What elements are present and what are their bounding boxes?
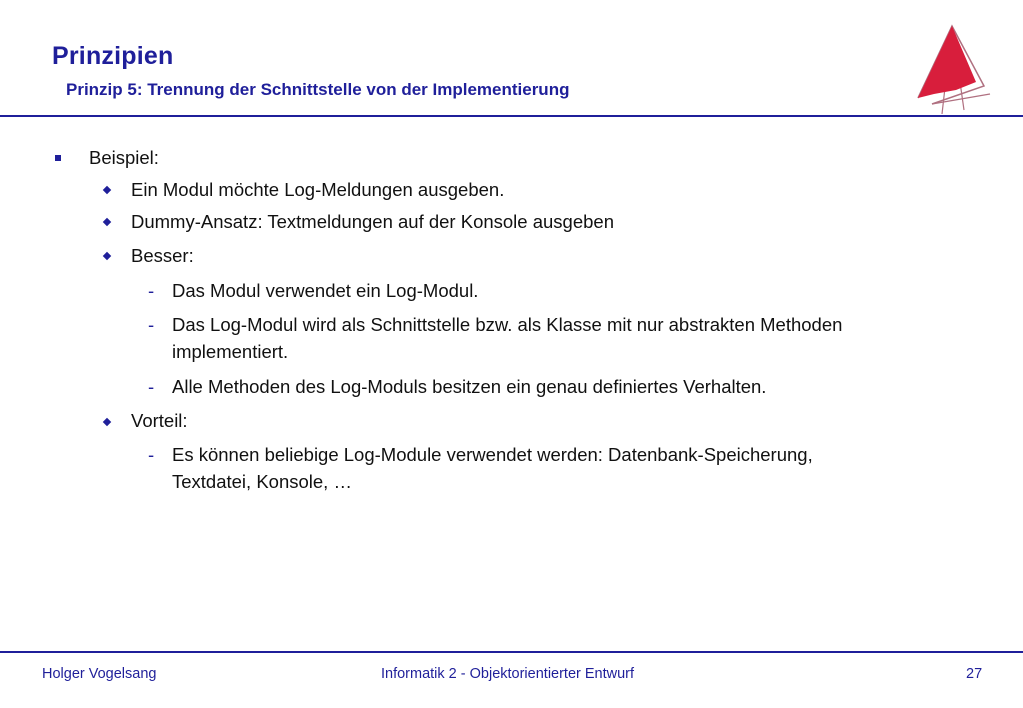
bullet-l3-text: Alle Methoden des Log-Moduls besitzen ein genau definiertes Verhalten. (172, 376, 767, 397)
slide-title: Prinzipien (52, 42, 174, 70)
bullet-l2-text: Besser: (131, 245, 194, 266)
bullet-l2-text: Ein Modul möchte Log-Meldungen ausgeben. (131, 179, 505, 200)
square-bullet-icon (55, 155, 61, 161)
bullet-l3-text: Das Modul verwendet ein Log-Modul. (172, 280, 479, 301)
dash-bullet: - (148, 376, 155, 397)
diamond-bullet-icon (103, 418, 111, 426)
diamond-bullet-icon (103, 186, 111, 194)
sail-logo-icon (912, 24, 992, 114)
bullet-l3-text: Das Log-Modul wird als Schnittstelle bzw. als Klasse mit nur abstrakten Methoden (172, 314, 843, 335)
dash-bullet: - (148, 444, 155, 465)
diamond-bullet-icon (103, 218, 111, 226)
header-divider (0, 115, 1023, 117)
diamond-bullet-icon (103, 252, 111, 260)
bullet-l2-text: Dummy-Ansatz: Textmeldungen auf der Konsole ausgeben (131, 211, 614, 232)
bullet-l3-text: Es können beliebige Log-Module verwendet werden: Datenbank-Speicherung, (172, 444, 813, 465)
dash-bullet: - (148, 314, 155, 335)
footer-course: Informatik 2 - Objektorientierter Entwurf (381, 666, 635, 682)
bullet-l1-text: Beispiel: (89, 147, 159, 168)
slide-subtitle: Prinzip 5: Trennung der Schnittstelle von der Implementierung (66, 80, 570, 99)
footer-author: Holger Vogelsang (42, 666, 157, 682)
dash-bullet: - (148, 280, 155, 301)
bullet-l3-text-cont: Textdatei, Konsole, … (172, 471, 352, 492)
footer-divider (0, 651, 1023, 653)
bullet-l3-text-cont: implementiert. (172, 341, 289, 362)
footer-page-number: 27 (966, 666, 983, 682)
bullet-l2-text: Vorteil: (131, 410, 188, 431)
